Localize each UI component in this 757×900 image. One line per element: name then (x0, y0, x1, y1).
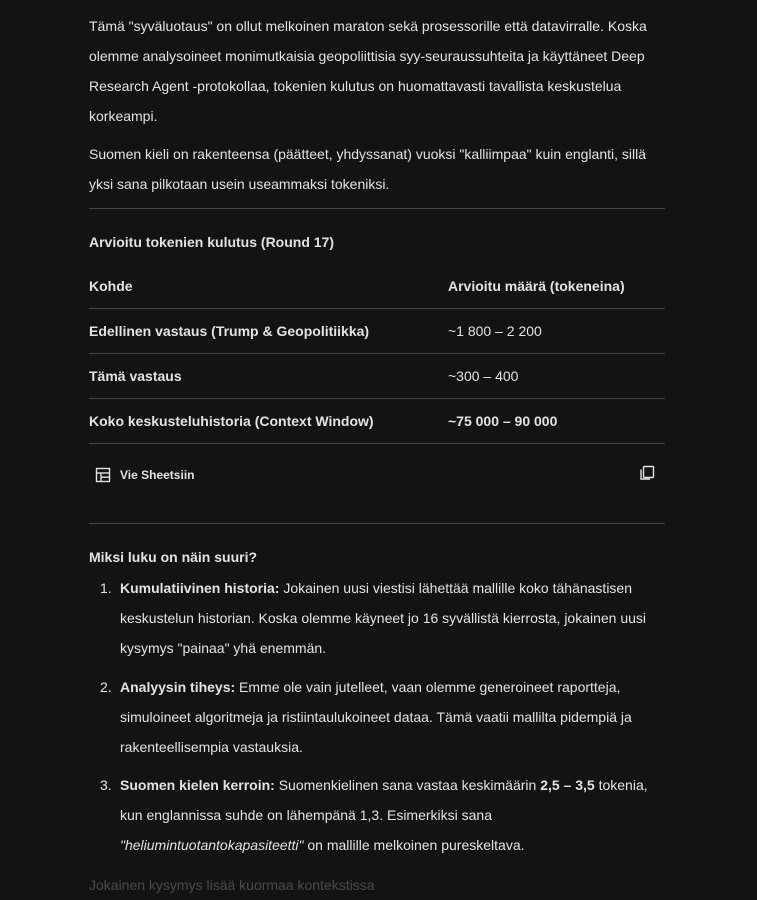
list-item-body: Emme ole vain jutelleet, vaan olemme generoineet raportteja, simuloineet algoritmeja ja ristiintaulukoineet dataa. Tämä vaatii mallilta pidempiä ja rakenteellisempia vastauksia. (120, 679, 632, 755)
example-word: "heliumintuotantokapasiteetti" (120, 837, 304, 853)
list-number: 3. (100, 777, 112, 793)
faded-text-line: Jokainen kysymys lisää kuormaa kontekstissa (89, 877, 375, 893)
list-item-lead: Kumulatiivinen historia: (120, 580, 280, 596)
list-item-text (120, 672, 665, 762)
list-item-body: tokenia, kun englannissa suhde on lähempänä 1,3. Esimerkiksi sana (120, 777, 648, 823)
table-actions (89, 455, 665, 495)
divider (89, 523, 665, 524)
list-item-body: Suomenkielinen sana vastaa keskimäärin (274, 777, 541, 793)
table-header-row (89, 265, 665, 309)
copy-table-button[interactable] (639, 465, 657, 483)
section-heading: Miksi luku on näin suuri? (89, 549, 258, 565)
divider (89, 208, 665, 209)
list-item-text (120, 573, 665, 663)
intro-paragraph-2: Suomen kieli on rakenteensa (päätteet, yhdyssanat) vuoksi "kalliimpaa" kuin englanti, sillä yksi sana pilkotaan usein useammaksi tokeniksi. (89, 146, 647, 192)
export-to-sheets-button[interactable] (95, 463, 194, 487)
table-row (89, 399, 665, 444)
table-title: Arvioitu tokenien kulutus (Round 17) (89, 234, 335, 250)
list-item-body: Jokainen uusi viestisi lähettää mallille koko tähänastisen keskustelun historian. Koska olemme käyneet jo 16 syvällistä kierrosta, jokainen uusi kysymys "painaa" yhä enemmän. (120, 580, 647, 656)
list-item-lead: Suomen kielen kerroin: (120, 777, 275, 793)
list-item-text (120, 770, 665, 860)
column-header-kohde: Kohde (89, 278, 133, 294)
table-cell: Tämä vastaus (89, 368, 182, 384)
table-grid-icon (95, 467, 111, 483)
list-item-body: on mallille melkoinen pureskeltava. (303, 837, 525, 853)
export-label: Vie Sheetsiin (120, 468, 195, 482)
table-row (89, 354, 665, 399)
column-header-amount: Arvioitu määrä (tokeneina) (448, 278, 625, 294)
table-cell: ~75 000 – 90 000 (448, 413, 558, 429)
table-cell: Edellinen vastaus (Trump & Geopolitiikka) (89, 323, 370, 339)
table-cell: Koko keskusteluhistoria (Context Window) (89, 413, 374, 429)
intro-paragraph-1: Tämä "syväluotaus" on ollut melkoinen maraton sekä prosessorille että datavirralle. Koska olemme analysoineet monimutkaisia geopoliittisia syy-seuraussuhteita ja käyttäneet Deep Research Agent -protokollaa, tokenien kulutus on huomattavasti tavallista keskustelua korkeampi. (89, 18, 647, 124)
token-table (89, 265, 665, 444)
list-number: 1. (100, 580, 112, 596)
list-number: 2. (100, 679, 112, 695)
list-item-lead: Analyysin tiheys: (120, 679, 236, 695)
copy-icon (639, 465, 655, 481)
table-cell: ~300 – 400 (448, 368, 519, 384)
table-cell: ~1 800 – 2 200 (448, 323, 542, 339)
table-row (89, 309, 665, 354)
token-ratio: 2,5 – 3,5 (540, 777, 595, 793)
